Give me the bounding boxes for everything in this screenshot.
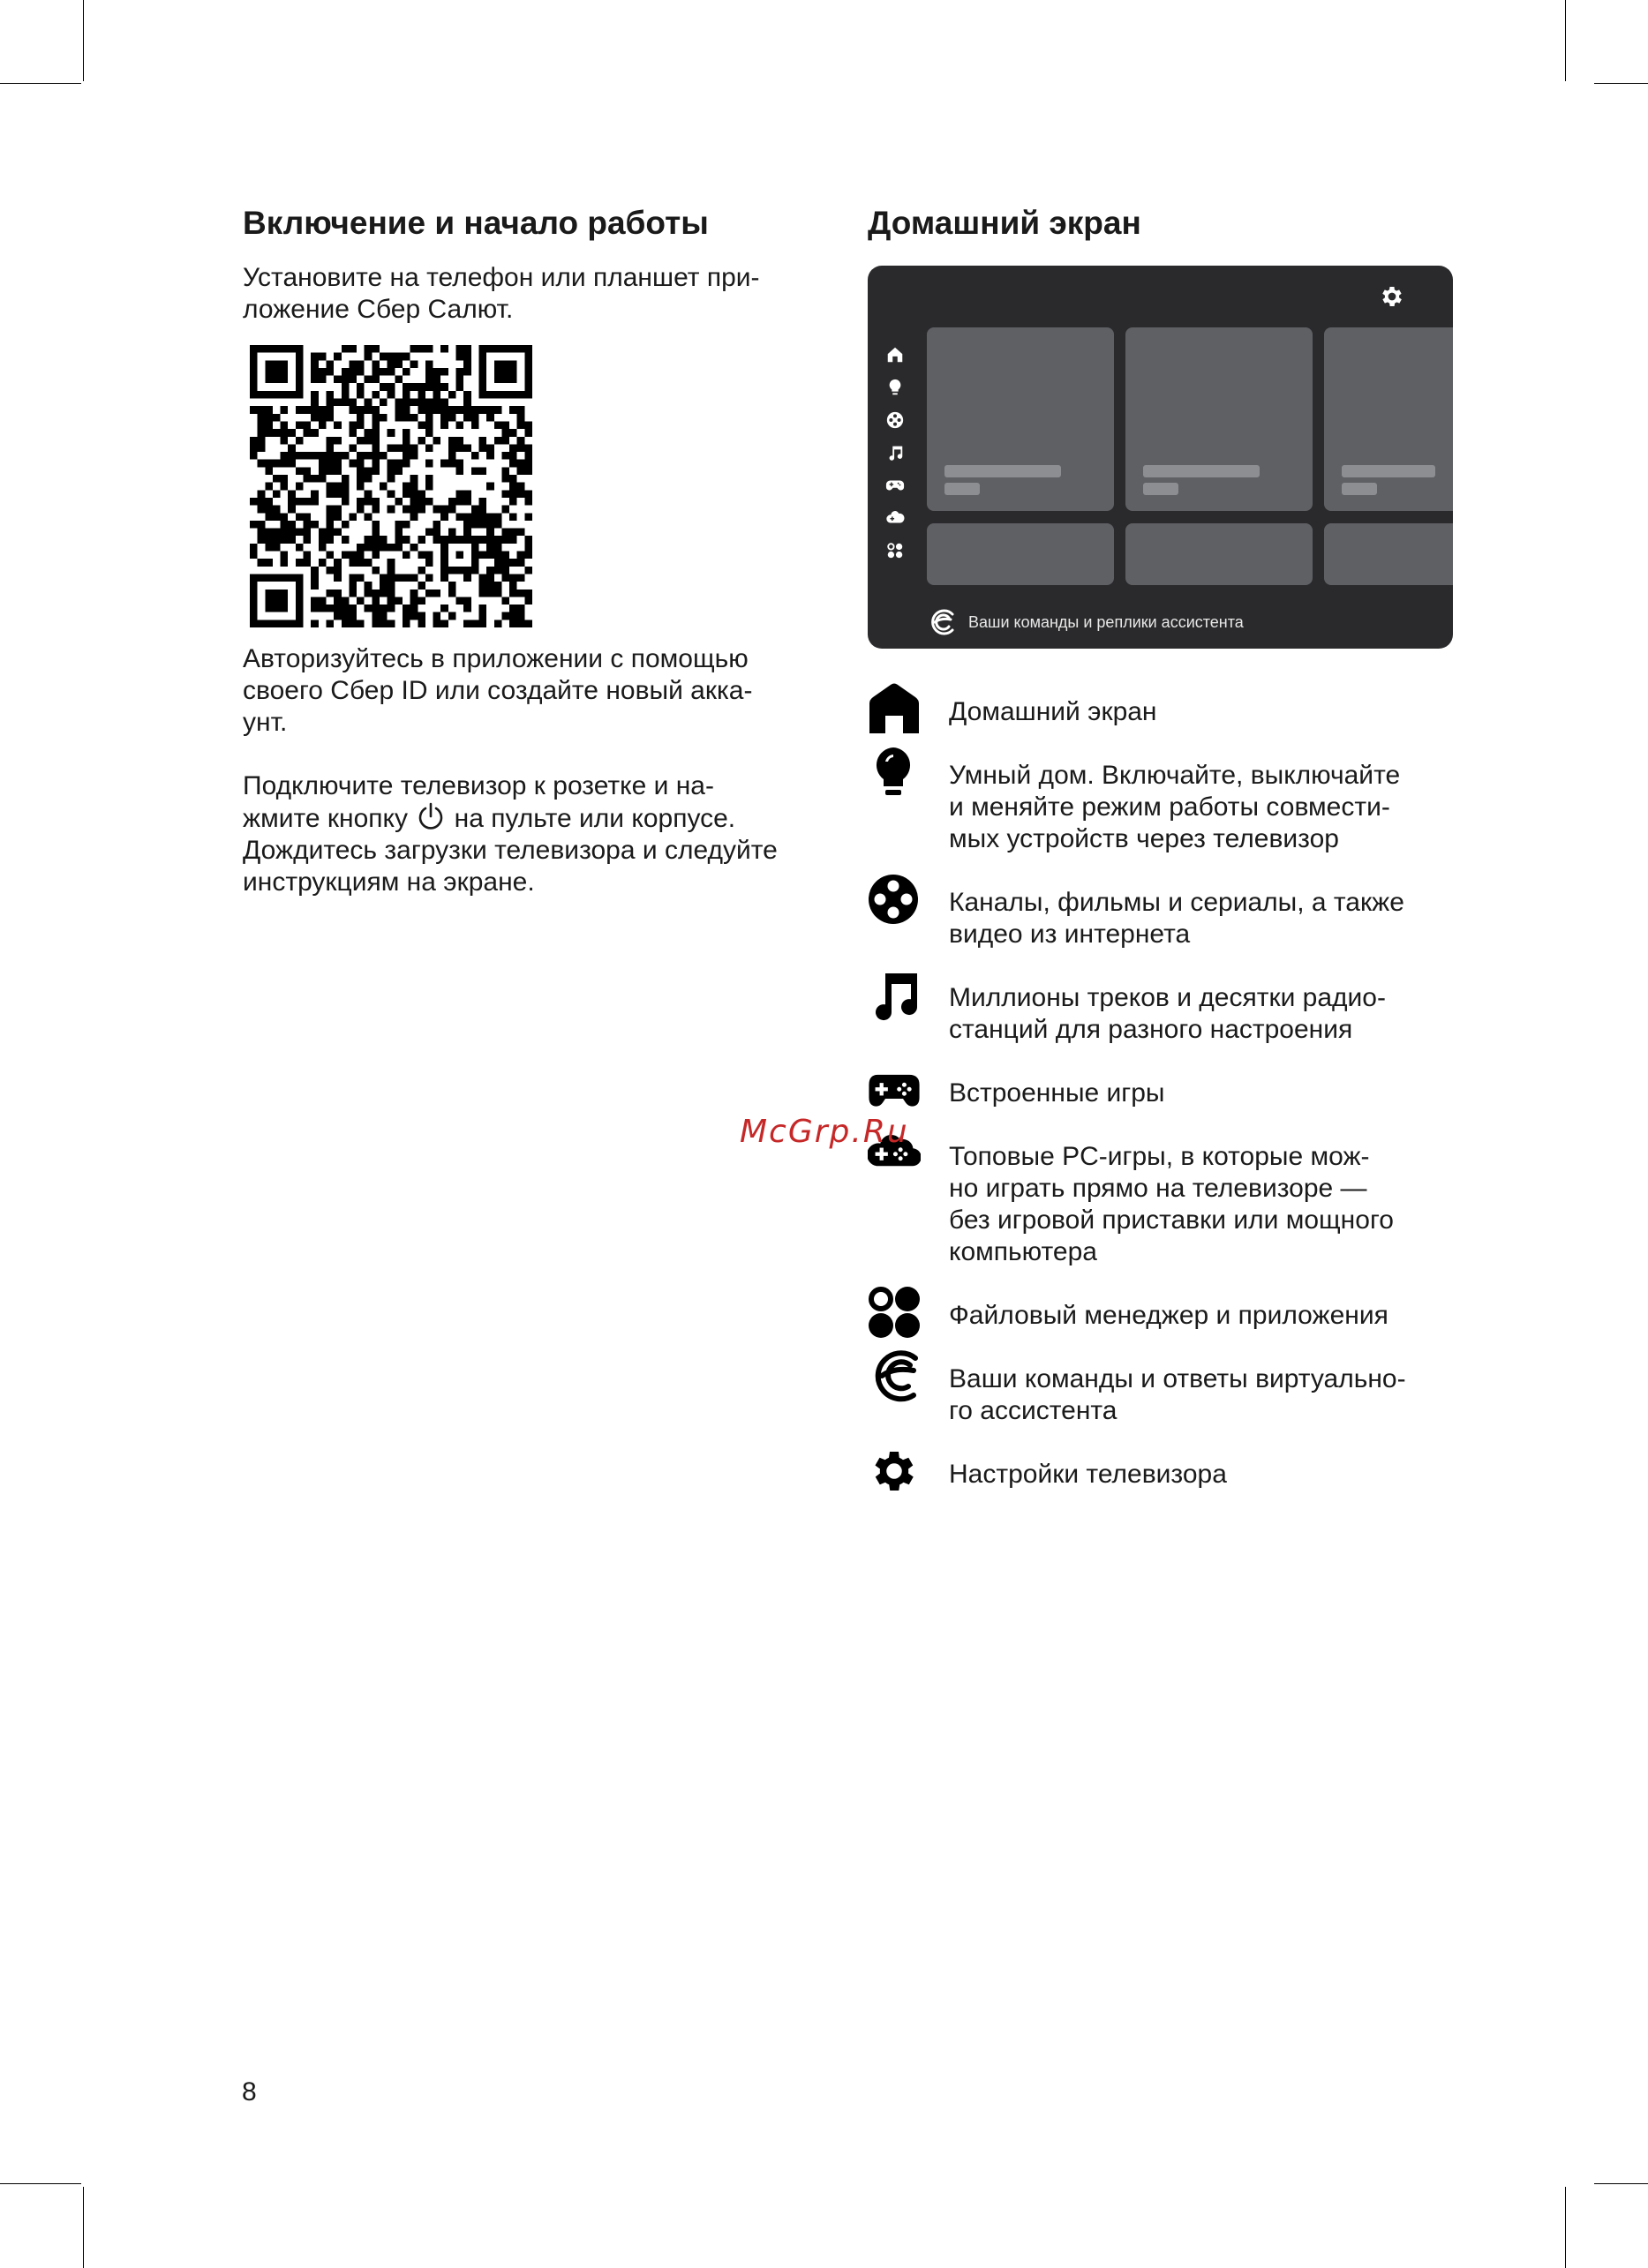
watermark: McGrp.Ru xyxy=(740,1114,909,1150)
qr-code[interactable] xyxy=(250,345,532,627)
content-card[interactable] xyxy=(1324,327,1453,511)
tv-home-screen-mockup xyxy=(868,266,1453,649)
apps-icon[interactable] xyxy=(885,541,905,560)
bulb-icon xyxy=(868,746,921,799)
connect-tv-text-part2: на пульте или корпусе. Дождитесь загрузки телевизора и следуйте инструкциям на экране. xyxy=(243,804,778,897)
authorize-text: Авторизуйтесь в приложении с помощью своего Сбер ID или создайте новый акка- унт. xyxy=(243,644,753,737)
gamepad-icon[interactable] xyxy=(885,476,905,495)
legend-text: Домашний экран xyxy=(949,697,1157,726)
section-title-power-on: Включение и начало работы xyxy=(243,205,709,241)
assistant-bar[interactable] xyxy=(926,605,1244,640)
legend-text: Миллионы треков и десятки радио- станций для разного настроения xyxy=(949,983,1386,1044)
content-card[interactable] xyxy=(1125,327,1313,511)
tv-side-nav xyxy=(885,345,908,574)
legend-text: Настройки телевизора xyxy=(949,1460,1227,1489)
bulb-icon[interactable] xyxy=(885,378,905,397)
content-card-small[interactable] xyxy=(1125,523,1313,585)
crop-mark xyxy=(1594,83,1648,84)
music-note-icon xyxy=(868,968,921,1021)
section-title-home-screen: Домашний экран xyxy=(868,205,1141,241)
connect-tv-text xyxy=(243,770,843,898)
crop-mark xyxy=(1594,2183,1648,2184)
connect-tv-text-part1: Подключите телевизор к розетке и на- жмите кнопку xyxy=(243,771,714,833)
crop-mark xyxy=(83,2187,84,2268)
content-card-small[interactable] xyxy=(927,523,1114,585)
home-icon xyxy=(868,682,921,735)
film-reel-icon xyxy=(868,873,921,926)
home-icon[interactable] xyxy=(885,345,905,364)
legend-text: Умный дом. Включайте, выключайте и меняйте режим работы совмести- мых устройств через телевизор xyxy=(949,761,1401,853)
crop-mark xyxy=(1565,0,1566,81)
crop-mark xyxy=(83,0,84,81)
legend-text: Файловый менеджер и приложения xyxy=(949,1301,1388,1330)
cloud-gamepad-icon[interactable] xyxy=(885,508,905,528)
gamepad-icon xyxy=(868,1063,921,1116)
install-app-text: Установите на телефон или планшет при- ложение Сбер Салют. xyxy=(243,263,760,324)
right-column xyxy=(868,199,1468,1489)
crop-mark xyxy=(0,2183,81,2184)
gear-icon xyxy=(868,1445,921,1498)
crop-mark xyxy=(0,83,81,84)
gear-icon xyxy=(1379,283,1405,310)
content-card[interactable] xyxy=(927,327,1114,511)
power-icon xyxy=(417,802,445,832)
content-card-small[interactable] xyxy=(1324,523,1453,585)
assistant-icon xyxy=(868,1349,921,1402)
apps-icon xyxy=(868,1286,921,1339)
page-number: 8 xyxy=(242,2077,257,2107)
legend-text: Ваши команды и ответы виртуально- го ассистента xyxy=(949,1364,1406,1425)
assistant-icon xyxy=(926,607,956,637)
film-reel-icon[interactable] xyxy=(885,410,905,430)
assistant-text: Ваши команды и реплики ассистента xyxy=(968,612,1244,631)
crop-mark xyxy=(1565,2187,1566,2268)
legend-text: Встроенные игры xyxy=(949,1078,1165,1108)
legend-text: Каналы, фильмы и сериалы, а также видео из интернета xyxy=(949,888,1404,949)
left-column xyxy=(243,199,843,898)
legend-text: Топовые PC-игры, в которые мож- но играть прямо на телевизоре — без игровой приставки или мощного компьютера xyxy=(949,1142,1394,1266)
music-note-icon[interactable] xyxy=(885,443,905,462)
